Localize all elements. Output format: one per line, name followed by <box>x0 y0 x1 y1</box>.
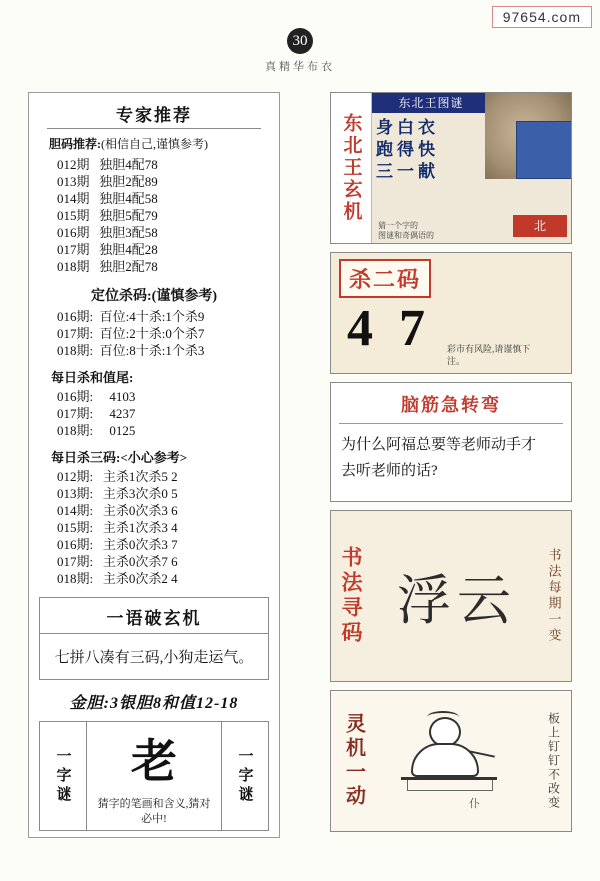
riddle-strip <box>39 721 269 831</box>
list-item: 014期: 主杀0次杀3 6 <box>57 503 178 518</box>
oneline-title: 一语破玄机 <box>40 598 268 634</box>
riddle-hint-line1: 猜字的笔画和含义,猜对 <box>97 798 211 810</box>
kill-three-title: 每日杀三码:<小心参考> <box>51 450 188 465</box>
calligraphy-subtitle <box>537 511 571 681</box>
riddle-hint <box>98 797 211 827</box>
kill-code-rows <box>57 308 269 359</box>
dongbeiwang-title-text: 东北王玄机 <box>340 113 362 223</box>
list-item: 016期: 百位:4十杀:1个杀9 <box>57 309 205 324</box>
calligraphy-char-1: 浮 <box>397 570 451 631</box>
brainteaser-title: 脑筋急转弯 <box>401 395 501 415</box>
daily-sum-section <box>29 367 279 439</box>
figure-signature: 仆 <box>469 798 480 810</box>
calligraphy-subtitle-text: 书法每期一变 <box>546 548 562 644</box>
gold-silver-line: 金胆:3银胆8和值12-18 <box>69 695 239 712</box>
daily-sum-title: 每日杀和值尾: <box>51 370 134 385</box>
kill-code-section <box>29 285 279 359</box>
brainteaser-panel <box>330 382 572 502</box>
list-item: 017期 独胆4配28 <box>57 242 158 257</box>
kill-two-panel <box>330 252 572 374</box>
poem-line-1: 身白衣 <box>376 118 439 137</box>
expert-note-label: 胆码推荐: <box>49 137 101 151</box>
question-line-1: 为什么阿福总要等老师动手才 <box>341 437 537 453</box>
kill-two-tag: 杀二码 <box>339 259 431 298</box>
riddle-character: 老 <box>131 736 177 787</box>
list-item: 018期: 主杀0次杀2 4 <box>57 571 178 586</box>
dongbeiwang-title <box>331 93 372 243</box>
daily-sum-rows <box>57 388 269 439</box>
list-item: 015期 独胆5配79 <box>57 208 158 223</box>
poem-line-3: 三一献 <box>376 162 439 181</box>
caption-line-2: 图谜和奇偶语的 <box>378 231 434 240</box>
risk-warning <box>447 343 567 367</box>
poem-text <box>376 117 439 183</box>
list-item: 016期 独胆3配58 <box>57 225 158 240</box>
red-stamp: 北 <box>513 215 567 237</box>
list-item: 012期: 主杀1次杀5 2 <box>57 469 178 484</box>
image-caption <box>378 221 434 241</box>
kill-three-section <box>29 447 279 587</box>
divider <box>47 128 261 129</box>
caption-line-1: 猜一个字的 <box>378 221 418 230</box>
dongbeiwang-banner: 东北王图谜 <box>372 93 490 113</box>
figure-desk-front <box>407 780 493 791</box>
list-item: 018期 独胆2配78 <box>57 259 158 274</box>
lingjiyidong-subtitle-text: 板上钉钉不改变 <box>546 712 561 810</box>
dongbeiwang-image <box>372 93 571 243</box>
calligraphy-panel <box>330 510 572 682</box>
side-photo <box>516 121 572 179</box>
calligraphy-characters <box>371 511 537 681</box>
dongbeiwang-panel <box>330 92 572 244</box>
header-logo <box>0 28 600 74</box>
list-item: 014期 独胆4配58 <box>57 191 158 206</box>
watermark-badge <box>492 6 592 28</box>
list-item: 018期: 0125 <box>57 423 136 438</box>
list-item: 016期: 4103 <box>57 389 136 404</box>
calligraphy-title-text: 书法寻码 <box>339 546 363 646</box>
kill-code-title: 定位杀码:(谨慎参考) <box>91 289 217 304</box>
list-item: 018期: 百位:8十杀:1个杀3 <box>57 343 205 358</box>
riddle-left-label <box>40 722 87 830</box>
expert-note <box>49 135 269 152</box>
list-item: 017期: 百位:2十杀:0个杀7 <box>57 326 205 341</box>
ink-figure-illustration <box>377 691 537 831</box>
right-column <box>330 92 572 838</box>
watermark-text: 97654.com <box>502 9 581 25</box>
riddle-right-text: 一字谜 <box>236 747 253 805</box>
list-item: 017期: 4237 <box>57 406 136 421</box>
kill-two-numbers: 47 <box>347 300 451 357</box>
calligraphy-char-2: 云 <box>457 570 511 631</box>
brainteaser-question <box>331 424 571 484</box>
expert-note-paren: (相信自己,谨慎参考) <box>101 137 208 151</box>
list-item: 013期: 主杀3次杀0 5 <box>57 486 178 501</box>
lingjiyidong-title <box>331 691 377 831</box>
left-column <box>28 92 280 838</box>
header-subtitle: 真精华布衣 <box>265 61 335 73</box>
lingjiyidong-panel <box>330 690 572 832</box>
oneline-text: 七拼八凑有三码,小狗走运气。 <box>54 650 254 666</box>
risk-warning-line2: 注。 <box>447 356 466 366</box>
lingjiyidong-title-text: 灵机一动 <box>342 713 365 809</box>
kill-three-rows <box>57 468 269 587</box>
expert-title: 专家推荐 <box>116 106 192 125</box>
riddle-hint-line2: 必中! <box>141 813 167 825</box>
list-item: 016期: 主杀0次杀3 7 <box>57 537 178 552</box>
list-item: 015期: 主杀1次杀3 4 <box>57 520 178 535</box>
risk-warning-line1: 彩市有风险,请谨慎下 <box>447 344 531 354</box>
list-item: 017期: 主杀0次杀7 6 <box>57 554 178 569</box>
expert-section <box>29 101 279 275</box>
expert-rows <box>57 156 269 275</box>
list-item: 013期 独胆2配89 <box>57 174 158 189</box>
riddle-right-label <box>221 722 268 830</box>
poem-line-2: 跑得快 <box>376 140 439 159</box>
list-item: 012期 独胆4配78 <box>57 157 158 172</box>
riddle-center <box>87 722 221 830</box>
question-line-2: 去听老师的话? <box>341 463 438 479</box>
riddle-left-text: 一字谜 <box>54 747 71 805</box>
lingjiyidong-subtitle <box>537 691 571 831</box>
calligraphy-title <box>331 511 371 681</box>
logo-icon: 30 <box>287 28 313 54</box>
oneline-box <box>39 597 269 680</box>
figure-body <box>411 743 479 777</box>
